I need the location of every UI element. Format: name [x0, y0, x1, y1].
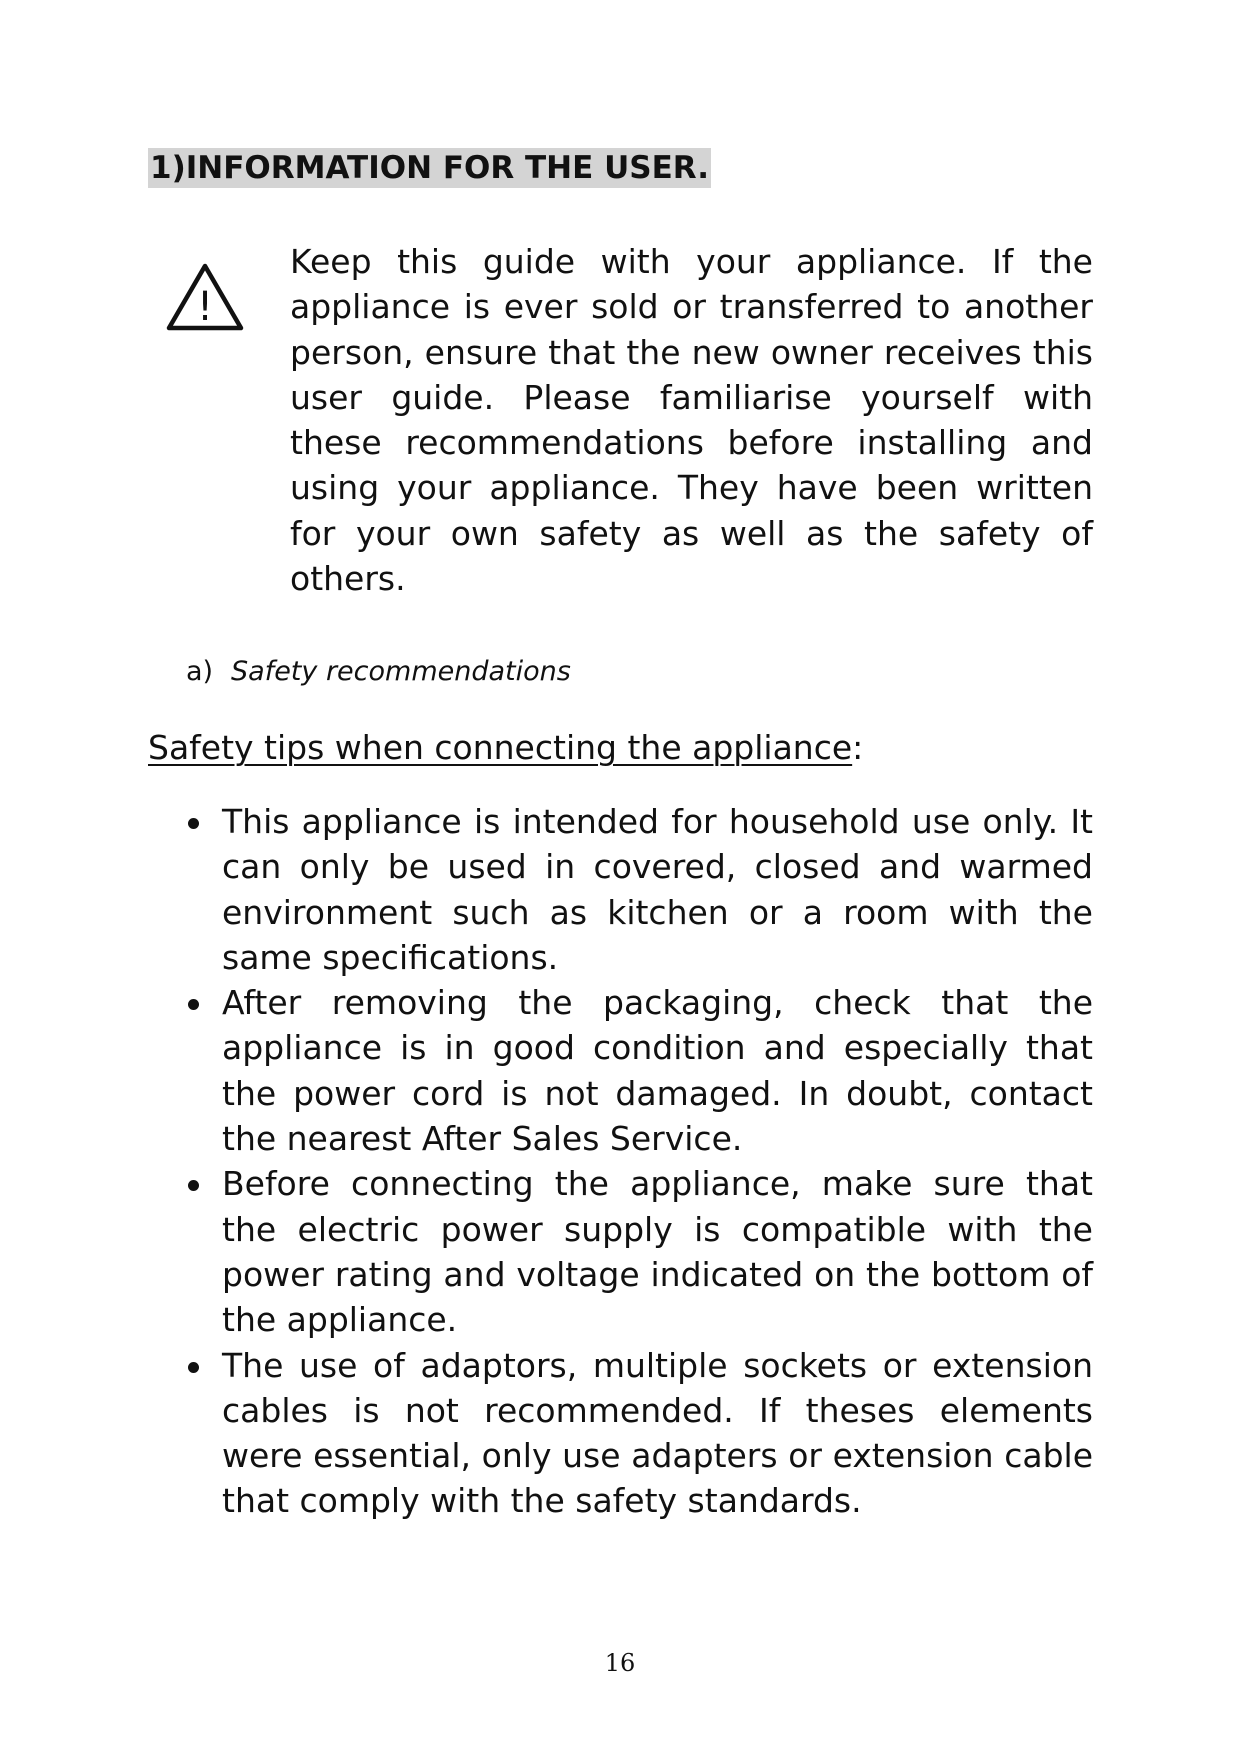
list-item-text: Before connecting the appliance, make sure that the electric power supply is compatible with the power rating and voltage indicated on the bottom of the appliance.	[222, 1164, 1093, 1340]
bullet-icon	[188, 1180, 199, 1191]
bullet-icon	[188, 999, 199, 1010]
tips-heading-text: Safety tips when connecting the appliance	[148, 728, 853, 767]
intro-paragraph: Keep this guide with your appliance. If the appliance is ever sold or transferred to another person, ensure that the new owner receives this user guide. Please familiarise yourself with these recommendations before installing and using your appliance. They have been written for your own safety as well as the safety of others.	[290, 242, 1093, 599]
list-item	[222, 799, 1093, 980]
warning-triangle-icon	[165, 262, 245, 332]
subsection-heading	[186, 654, 571, 690]
warning-glyph: !	[196, 284, 214, 330]
subsection-title: Safety recommendations	[231, 656, 571, 687]
list-item-text: This appliance is intended for household use only. It can only be used in covered, closed and warmed environment such as kitchen or a room with the same specifications.	[222, 802, 1093, 977]
bullet-icon	[188, 1362, 199, 1373]
tips-list	[222, 799, 1093, 1524]
list-item	[222, 980, 1093, 1161]
tips-heading-suffix: :	[852, 728, 864, 767]
list-item-text: The use of adaptors, multiple sockets or extension cables is not recommended. If theses elements were essential, only use adapters or extension cable that comply with the safety standards.	[222, 1345, 1093, 1521]
list-item	[222, 1161, 1093, 1342]
section-heading	[148, 148, 711, 188]
list-item-text: After removing the packaging, check that the appliance is in good condition and especially that the power cord is not damaged. In doubt, contact the nearest After Sales Service.	[222, 983, 1093, 1159]
page-number: 16	[604, 1649, 636, 1677]
subsection-marker: a)	[186, 656, 214, 687]
list-item	[222, 1343, 1093, 1524]
section-heading-text: 1)INFORMATION FOR THE USER.	[150, 150, 709, 186]
tips-heading	[148, 726, 863, 770]
bullet-icon	[188, 818, 199, 829]
